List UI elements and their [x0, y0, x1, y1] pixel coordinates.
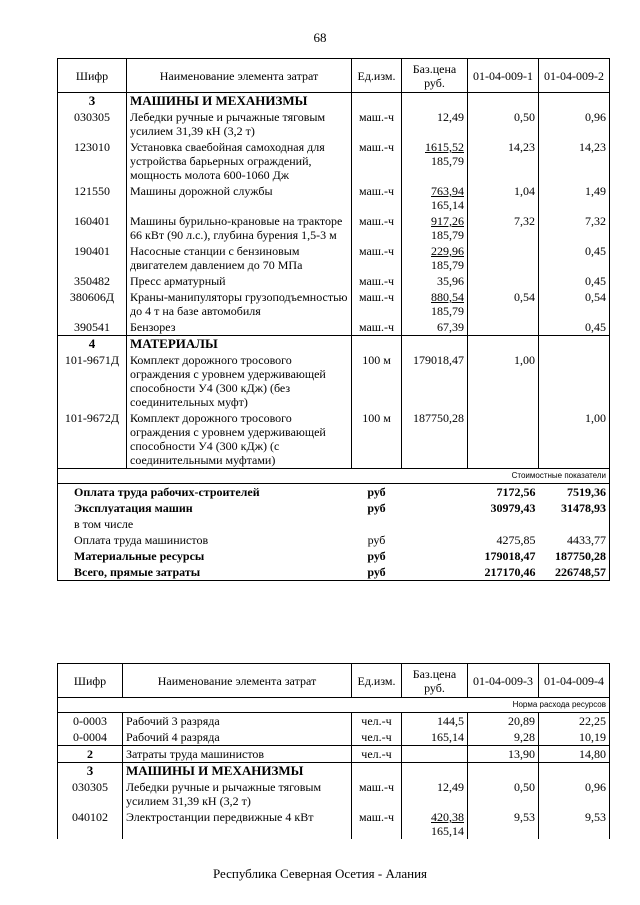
table-row	[58, 779, 610, 809]
resource-code: 0-0004	[58, 729, 123, 746]
resource-code: 123010	[58, 139, 127, 183]
resource-table-1	[57, 58, 610, 581]
table-row	[58, 289, 610, 319]
norm-value-2: 0,96	[539, 109, 610, 139]
price-value: 917,26	[431, 214, 464, 228]
norm-value-2: 0,45	[539, 273, 610, 289]
norm-value-2: 14,23	[539, 139, 610, 183]
header-col-1: 01-04-009-1	[468, 59, 539, 93]
section-title: МАШИНЫ И МЕХАНИЗМЫ	[123, 763, 352, 780]
resource-unit: маш.-ч	[352, 213, 402, 243]
table-row	[58, 183, 610, 213]
price-value: 229,96	[431, 244, 464, 258]
table-row	[58, 109, 610, 139]
resource-unit: 100 м	[352, 352, 402, 410]
price-value: 420,38	[431, 810, 464, 824]
norm-value-1	[468, 319, 539, 336]
empty-cell	[402, 532, 468, 548]
header-col-3: 01-04-009-3	[468, 664, 539, 698]
total-value-1: 4275,85	[496, 533, 536, 547]
resource-name: Насосные станции с бензиновым двигателем давлением до 70 МПа	[127, 243, 352, 273]
empty-cell	[468, 336, 539, 353]
norm-value-1: 0,50	[468, 779, 539, 809]
norm-value-1	[468, 243, 539, 273]
labor-price-value: 165,14	[431, 198, 464, 212]
norm-value-1: 0,50	[468, 109, 539, 139]
total-label: Материальные ресурсы	[58, 548, 352, 564]
section-number: 2	[58, 746, 123, 763]
resource-code: 390541	[58, 319, 127, 336]
header-code: Шифр	[58, 664, 123, 698]
section-number: 3	[58, 763, 123, 780]
norm-value-1	[468, 273, 539, 289]
labor-price-value: 185,79	[431, 258, 464, 272]
resource-unit: маш.-ч	[352, 779, 402, 809]
section-title: МАШИНЫ И МЕХАНИЗМЫ	[127, 93, 352, 110]
price-cell: 35,96	[402, 273, 468, 289]
section-number: 4	[58, 336, 127, 353]
price-value: 1615,52	[425, 140, 464, 154]
resource-code: 350482	[58, 273, 127, 289]
resource-code: 160401	[58, 213, 127, 243]
total-value-1: 179018,47	[484, 549, 536, 563]
cost-note: Стоимостные показатели	[58, 469, 610, 484]
empty-cell	[402, 564, 468, 581]
norm-value-2: 14,80	[539, 746, 610, 763]
total-label: в том числе	[58, 516, 352, 532]
resource-unit: маш.-ч	[352, 273, 402, 289]
header-price: Баз.цена руб.	[402, 664, 468, 698]
labor-price-value: 185,79	[431, 304, 464, 318]
table-row	[58, 213, 610, 243]
empty-cell	[352, 336, 402, 353]
norm-value-1: 20,89	[468, 713, 539, 730]
total-value-2: 7519,36	[539, 484, 610, 501]
price-cell: 67,39	[402, 319, 468, 336]
empty-cell	[402, 484, 468, 501]
price-cell: 187750,28	[402, 410, 468, 469]
table-row	[58, 243, 610, 273]
labor-price-value: 185,79	[431, 228, 464, 242]
total-unit: руб	[367, 485, 386, 499]
resource-code: 101-9671Д	[58, 352, 127, 410]
total-value-2: 226748,57	[539, 564, 610, 581]
table-row	[58, 319, 610, 336]
price-value: 763,94	[431, 184, 464, 198]
page-footer: Республика Северная Осетия - Алания	[212, 866, 428, 881]
total-row	[58, 532, 610, 548]
resource-name: Установка сваебойная самоходная для устройства барьерных ограждений, мощность молота 600-1060 Дж	[127, 139, 352, 183]
total-value-2	[539, 516, 610, 532]
empty-cell	[402, 336, 468, 353]
price-cell: 144,5	[402, 713, 468, 730]
resource-name: Затраты труда машинистов	[123, 746, 352, 763]
resource-code: 190401	[58, 243, 127, 273]
norm-value-2: 10,19	[539, 729, 610, 746]
price-cell	[402, 139, 468, 183]
norm-value-1: 1,00	[468, 352, 539, 410]
price-cell: 12,49	[402, 109, 468, 139]
resource-unit: маш.-ч	[352, 809, 402, 839]
total-row	[58, 564, 610, 581]
norm-value-2: 1,00	[539, 410, 610, 469]
total-unit: руб	[367, 549, 386, 563]
resource-name: Лебедки ручные и рычажные тяговым усилием 31,39 кН (3,2 т)	[123, 779, 352, 809]
resource-name: Комплект дорожного тросового ограждения с уровнем удерживающей способности У4 (300 кДж) (с соединительными муфтами)	[127, 410, 352, 469]
section-row-machines	[58, 763, 610, 780]
norm-value-1: 1,04	[468, 183, 539, 213]
header-price: Баз.цена руб.	[402, 59, 468, 93]
total-value-1: 7172,56	[496, 485, 536, 499]
total-unit: руб	[352, 564, 402, 581]
table-row	[58, 352, 610, 410]
price-cell: 179018,47	[402, 352, 468, 410]
total-value-1: 30979,43	[490, 501, 536, 515]
price-cell	[402, 289, 468, 319]
price-cell: 12,49	[402, 779, 468, 809]
header-unit: Ед.изм.	[352, 664, 402, 698]
price-cell	[402, 213, 468, 243]
section-number: 3	[58, 93, 127, 110]
norm-value-2: 0,45	[539, 319, 610, 336]
resource-name: Комплект дорожного тросового ограждения с уровнем удерживающей способности У4 (300 кДж) (без соединительных муфт)	[127, 352, 352, 410]
norm-value-2	[539, 352, 610, 410]
price-cell	[402, 183, 468, 213]
total-value-1	[468, 516, 539, 532]
empty-cell	[402, 500, 468, 516]
total-row	[58, 516, 610, 532]
resource-unit: 100 м	[352, 410, 402, 469]
empty-cell	[539, 763, 610, 780]
norm-note-row	[58, 698, 610, 713]
norm-value-1: 13,90	[468, 746, 539, 763]
resource-unit: маш.-ч	[352, 139, 402, 183]
price-cell: 165,14	[402, 729, 468, 746]
resource-name: Машины бурильно-крановые на тракторе 66 кВт (90 л.с.), глубина бурения 1,5-3 м	[127, 213, 352, 243]
table-header-row	[58, 59, 610, 93]
section-row-materials	[58, 336, 610, 353]
resource-name: Электростанции передвижные 4 кВт	[123, 809, 352, 839]
empty-cell	[402, 516, 468, 532]
resource-name: Рабочий 3 разряда	[123, 713, 352, 730]
resource-unit: чел.-ч	[352, 713, 402, 730]
total-label: Всего, прямые затраты	[58, 564, 352, 581]
total-value-2: 4433,77	[539, 532, 610, 548]
total-row	[58, 548, 610, 564]
total-value-2: 187750,28	[539, 548, 610, 564]
resource-code: 040102	[58, 809, 123, 839]
section-row-machines	[58, 93, 610, 110]
resource-code: 101-9672Д	[58, 410, 127, 469]
empty-cell	[468, 763, 539, 780]
resource-unit: маш.-ч	[352, 319, 402, 336]
resource-name: Лебедки ручные и рычажные тяговым усилием 31,39 кН (3,2 т)	[127, 109, 352, 139]
resource-unit: маш.-ч	[352, 109, 402, 139]
table-header-row	[58, 664, 610, 698]
table-row-operator-labor	[58, 746, 610, 763]
labor-price-value: 185,79	[431, 154, 464, 168]
resource-name: Пресс арматурный	[127, 273, 352, 289]
total-unit: руб	[367, 533, 386, 547]
resource-unit: чел.-ч	[352, 729, 402, 746]
table-row	[58, 273, 610, 289]
resource-name: Краны-манипуляторы грузоподъемностью до 4 т на базе автомобиля	[127, 289, 352, 319]
header-col-4: 01-04-009-4	[539, 664, 610, 698]
section-title: МАТЕРИАЛЫ	[127, 336, 352, 353]
total-row	[58, 500, 610, 516]
norm-note: Норма расхода ресурсов	[58, 698, 610, 713]
header-col-2: 01-04-009-2	[539, 59, 610, 93]
resource-name: Машины дорожной службы	[127, 183, 352, 213]
resource-table-2	[57, 663, 610, 839]
price-value: 880,54	[431, 290, 464, 304]
total-value-2: 31478,93	[539, 500, 610, 516]
header-name: Наименование элемента затрат	[123, 664, 352, 698]
resource-code: 380606Д	[58, 289, 127, 319]
table-row	[58, 410, 610, 469]
header-name: Наименование элемента затрат	[127, 59, 352, 93]
empty-cell	[402, 746, 468, 763]
resource-name: Бензорез	[127, 319, 352, 336]
total-row	[58, 484, 610, 501]
total-unit	[352, 516, 402, 532]
norm-value-1: 9,53	[468, 809, 539, 839]
resource-code: 121550	[58, 183, 127, 213]
norm-value-2: 0,54	[539, 289, 610, 319]
total-value-1: 217170,46	[468, 564, 539, 581]
cost-note-row	[58, 469, 610, 484]
table-row	[58, 729, 610, 746]
resource-code: 030305	[58, 109, 127, 139]
resource-unit: чел.-ч	[352, 746, 402, 763]
table-row	[58, 809, 610, 839]
table-row	[58, 713, 610, 730]
table-row	[58, 139, 610, 183]
norm-value-2: 9,53	[539, 809, 610, 839]
norm-value-1: 0,54	[468, 289, 539, 319]
total-label: Эксплуатация машин	[58, 500, 352, 516]
empty-cell	[539, 336, 610, 353]
norm-value-2: 0,45	[539, 243, 610, 273]
norm-value-1: 7,32	[468, 213, 539, 243]
header-unit: Ед.изм.	[352, 59, 402, 93]
page-number: 68	[313, 30, 327, 45]
labor-price-value: 165,14	[431, 824, 464, 838]
norm-value-1	[468, 410, 539, 469]
norm-value-1: 9,28	[468, 729, 539, 746]
resource-unit: маш.-ч	[352, 289, 402, 319]
norm-value-2: 7,32	[539, 213, 610, 243]
norm-value-2: 1,49	[539, 183, 610, 213]
resource-unit: маш.-ч	[352, 183, 402, 213]
total-label: Оплата труда рабочих-строителей	[58, 484, 352, 501]
empty-cell	[402, 763, 468, 780]
price-cell	[402, 809, 468, 839]
price-cell	[402, 243, 468, 273]
norm-value-2: 0,96	[539, 779, 610, 809]
empty-cell	[352, 763, 402, 780]
resource-unit: маш.-ч	[352, 243, 402, 273]
empty-cell	[402, 548, 468, 564]
resource-code: 030305	[58, 779, 123, 809]
norm-value-1: 14,23	[468, 139, 539, 183]
norm-value-2: 22,25	[539, 713, 610, 730]
total-unit: руб	[367, 501, 386, 515]
header-code: Шифр	[58, 59, 127, 93]
total-label: Оплата труда машинистов	[58, 532, 352, 548]
resource-code: 0-0003	[58, 713, 123, 730]
resource-name: Рабочий 4 разряда	[123, 729, 352, 746]
